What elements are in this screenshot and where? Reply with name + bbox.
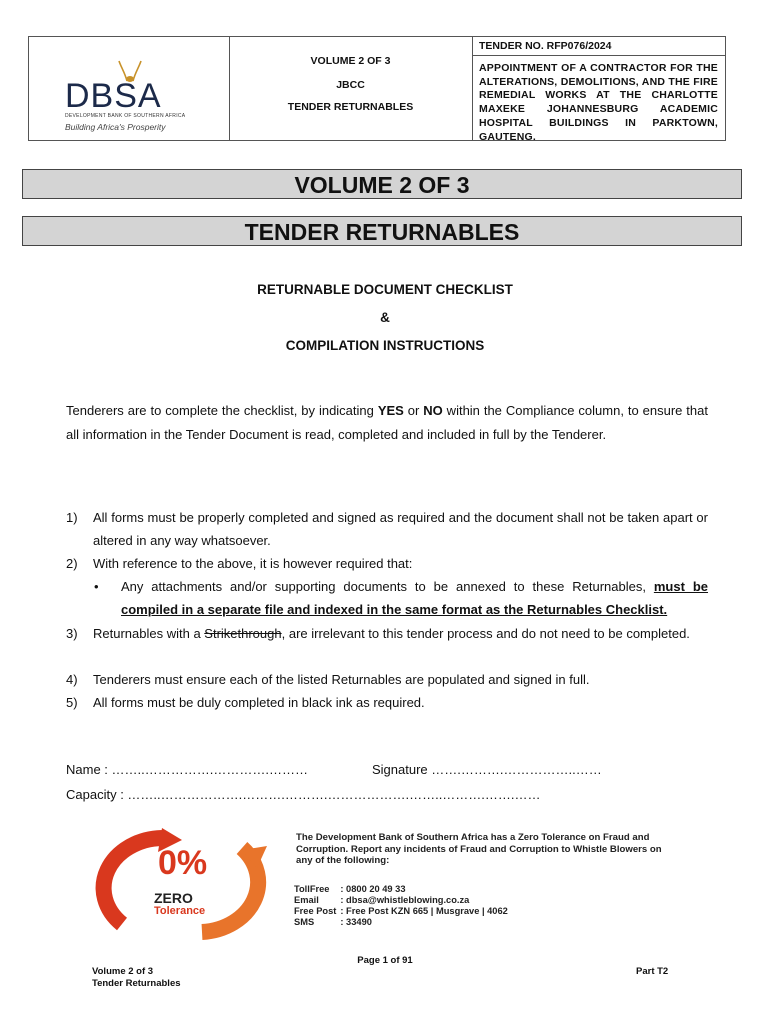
logo-cell xyxy=(29,37,230,140)
contact-row: TollFree : 0800 20 49 33 xyxy=(294,884,406,894)
ampersand: & xyxy=(380,310,390,325)
tender-number: TENDER NO. RFP076/2024 xyxy=(479,40,612,52)
whistleblower-contacts xyxy=(294,884,512,928)
no-keyword: NO xyxy=(423,403,443,418)
logo-tagline: Building Africa's Prosperity xyxy=(65,122,166,132)
volume-cell xyxy=(229,37,473,140)
volume-banner: VOLUME 2 OF 3 xyxy=(22,169,742,199)
name-field: Name : ……..…………….………….……… xyxy=(66,762,308,777)
intro-paragraph: Tenderers are to complete the checklist, by indicating YES or NO within the Compliance column, to ensure that all information in the Tender Document is read, completed and included in full by the Tenderer. xyxy=(66,403,708,442)
footer-section: Tender Returnables xyxy=(92,978,181,989)
signature-field: Signature …….……….……………..…… xyxy=(372,762,602,777)
header-volume: VOLUME 2 OF 3 xyxy=(310,55,391,67)
title-banner: TENDER RETURNABLES xyxy=(22,216,742,246)
instructions-list: 1) All forms must be properly completed and signed as required and the document shall not be taken apart or altered in any way whatsoever. 2) With reference to the above, it is however required that: • Any attachments and/or supporting documents to be annexed to these Returnables, must be compiled in a separate file and indexed in the same format as the Returnables Checklist. 3) Returnables with a Strikethrough, are irrelevant to this tender process and do not need to be completed. 4) Tenderers must ensure each of the listed Returnables are populated and signed in full. 5) All forms must be duly completed in black ink as required. xyxy=(66,510,709,710)
fraud-notice: The Development Bank of Southern Africa has a Zero Tolerance on Fraud and Corruption. Report any incidents of Fraud and Corruption to Whistle Blowers on any of the following: xyxy=(296,832,662,866)
checklist-heading: RETURNABLE DOCUMENT CHECKLIST xyxy=(257,282,513,297)
page-number: Page 1 of 91 xyxy=(357,955,413,966)
underlined-instruction: must be compiled in a separate file and indexed in the same format as the Returnables Checklist. xyxy=(121,579,709,617)
bullet-icon: • xyxy=(94,579,99,594)
yes-keyword: YES xyxy=(377,403,404,418)
compilation-heading: COMPILATION INSTRUCTIONS xyxy=(285,338,485,353)
footer-part: Part T2 xyxy=(636,966,669,977)
contact-row: Free Post : Free Post KZN 665 | Musgrave | 4062 xyxy=(294,906,508,916)
badge-percent: 0% xyxy=(158,844,208,882)
header-table xyxy=(28,36,726,141)
tender-description: APPOINTMENT OF A CONTRACTOR FOR THE ALTERATIONS, DEMOLITIONS, AND THE FIRE REMEDIAL WORKS AT THE CHARLOTTE MAXEKE JOHANNESBURG ACADEMIC HOSPITAL BUILDINGS IN PARKTOWN, GAUTENG. xyxy=(479,62,718,143)
header-section: TENDER RETURNABLES xyxy=(287,101,414,113)
tender-cell xyxy=(472,37,725,143)
contact-row: SMS : 33490 xyxy=(294,917,372,927)
strikethrough-example: Strikethrough xyxy=(204,626,282,641)
footer-volume: Volume 2 of 3 xyxy=(92,966,154,977)
capacity-field: Capacity : ……..……………….……….……….……………….……..……….…….…… xyxy=(66,787,541,802)
contact-row: Email : dbsa@whistleblowing.co.za xyxy=(294,895,470,905)
logo-wordmark: DBSA xyxy=(65,77,162,115)
badge-tolerance: Tolerance xyxy=(154,905,206,917)
header-contract: JBCC xyxy=(336,79,365,91)
cell-divider xyxy=(472,55,725,56)
badge-zero: ZERO xyxy=(154,890,193,906)
zero-tolerance-badge xyxy=(92,828,272,940)
logo-subtitle: DEVELOPMENT BANK OF SOUTHERN AFRICA xyxy=(65,113,186,119)
